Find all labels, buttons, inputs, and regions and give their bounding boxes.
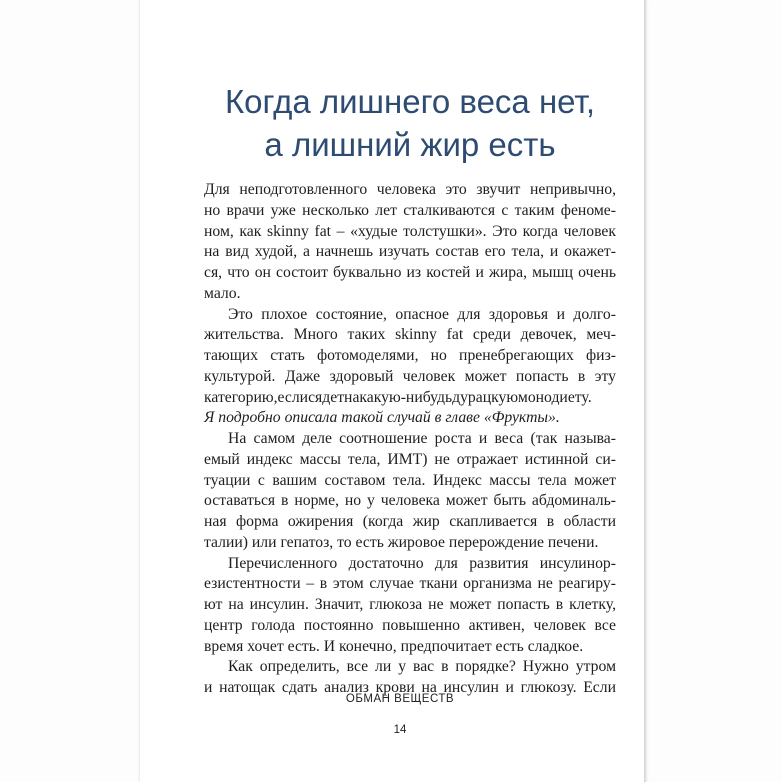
text-line: культурой. Даже здоровый человек может попасть в эту [204, 367, 616, 385]
text-line: оставаться в норме, но у человека может быть абдоминаль- [204, 492, 616, 510]
text-line: На самом деле соотношение роста и веса (так называ- [228, 430, 616, 447]
text-line: категорию,еслисядетнакакую-нибудьдурацкуюмонодиету. [204, 388, 592, 406]
text-line: на вид худой, а начнешь изучать состав его тела, и окажет- [204, 243, 616, 261]
text-line: но врачи уже несколько лет сталкиваются с таким феноме- [204, 201, 616, 219]
text-line: Перечисленного достаточно для развития инсулинор- [228, 554, 616, 572]
text-line: ся, что он состоит буквально из костей и жира, мышц очень [204, 264, 616, 281]
text-line: жительства. Много таких skinny fat среди девочек, меч- [204, 326, 616, 344]
text-line: центр голода постоянно повышенно активен, человек все [204, 616, 616, 634]
text-line: тающих стать фотомоделями, но пренебрегающих физ- [204, 347, 616, 364]
text-line: Это плохое состояние, опасное для здоровья и долго- [228, 305, 616, 323]
text-line: Как определить, все ли у вас в порядке? Нужно утром [228, 658, 616, 676]
chapter-title-line-1: Когда лишнего веса нет, [224, 83, 596, 120]
page-edge [644, 0, 647, 782]
page-number: 14 [393, 724, 407, 736]
chapter-title-line-2: а лишний жир есть [264, 126, 556, 163]
text-line: Для неподготовленного человека это звучит непривычно, [204, 181, 616, 198]
chapter-title [210, 80, 610, 166]
text-line: ная форма ожирения (когда жир скапливается в области [204, 513, 616, 530]
text-line: ют на инсулин. Значит, глюкоза не может попасть в клетку, [204, 596, 616, 613]
text-line: ном, как skinny fat – «худые толстушки». Это когда человек [204, 222, 616, 240]
text-line: время хочет есть. И конечно, предпочитает есть сладкое. [204, 637, 584, 655]
running-footer-book-title: ОБМАН ВЕЩЕСТВ [345, 693, 455, 705]
text-line: и натощак сдать анализ крови на инсулин и глюкозу. Если [204, 679, 616, 696]
text-line-italic: Я подробно описала такой случай в главе «Фрукты». [204, 409, 560, 427]
body-text [204, 180, 616, 699]
text-line: талии) или гепатоз, то есть жировое перерождение печени. [204, 533, 599, 551]
text-line: туации с вашим составом тела. Индекс массы тела может [204, 471, 616, 489]
text-line: езистентности – в этом случае ткани организма не реагиру- [204, 575, 616, 593]
text-line: емый индекс массы тела, ИМТ) не отражает истинной си- [204, 450, 616, 468]
text-line: мало. [204, 284, 241, 302]
